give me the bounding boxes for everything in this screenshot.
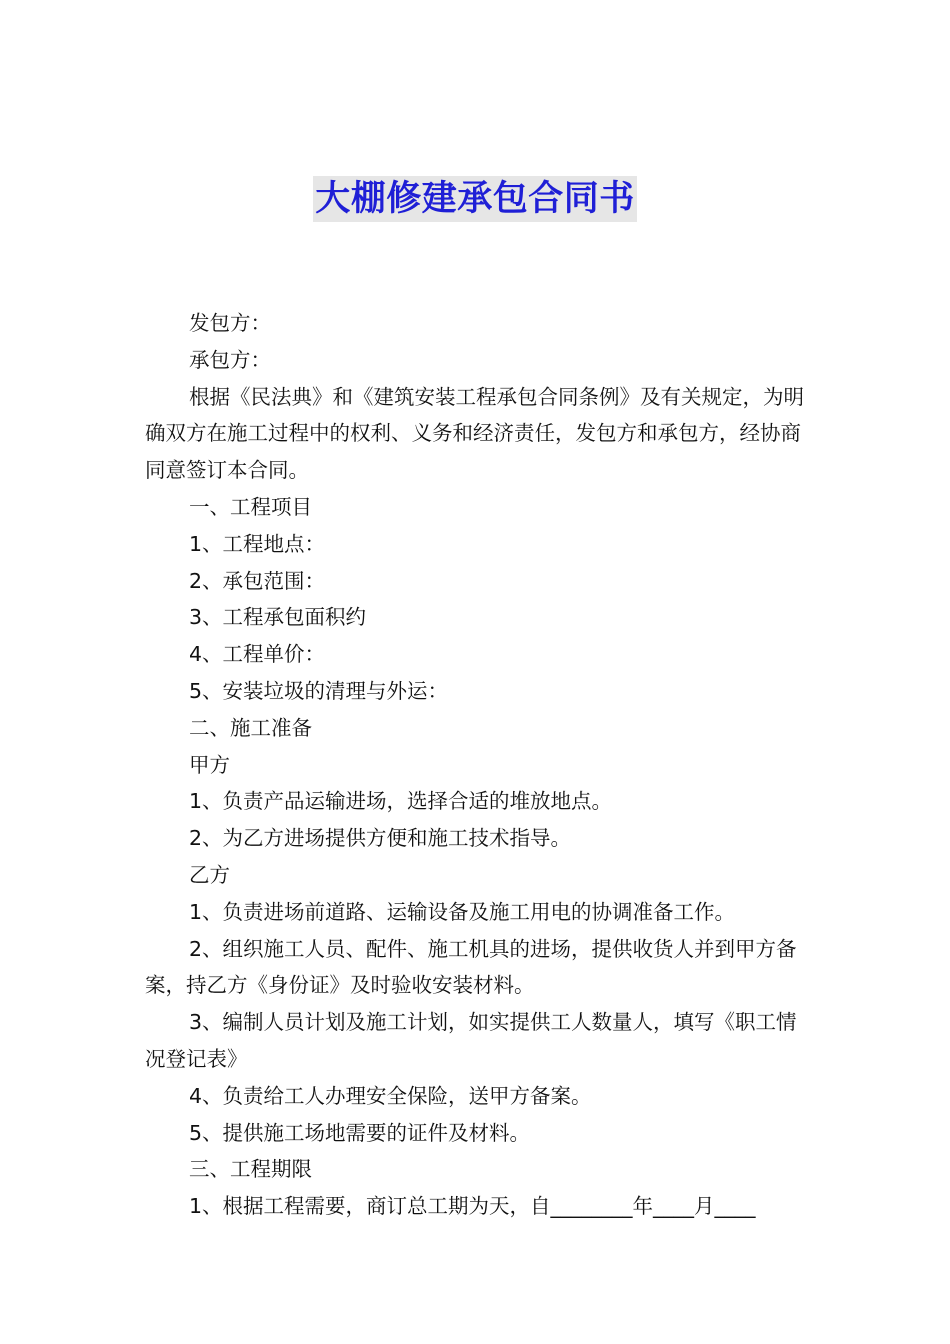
paragraph: 4、负责给工人办理安全保险，送甲方备案。 bbox=[189, 1083, 592, 1108]
paragraph: 三、工程期限 bbox=[189, 1157, 312, 1182]
paragraph: 5、提供施工场地需要的证件及材料。 bbox=[189, 1120, 531, 1145]
paragraph: 2、组织施工人员、配件、施工机具的进场，提供收货人并到甲方备案，持乙方《身份证》及时验收安装材料。 bbox=[145, 936, 797, 998]
paragraph: 发包方： bbox=[189, 311, 271, 335]
paragraph: 4、工程单价： bbox=[189, 642, 326, 667]
title-container bbox=[0, 176, 950, 222]
document-title: 大棚修建承包合同书 bbox=[313, 176, 637, 222]
paragraph: 二、施工准备 bbox=[189, 715, 312, 740]
paragraph: 承包方： bbox=[189, 347, 271, 372]
paragraph: 1、工程地点： bbox=[189, 531, 326, 556]
contract-body bbox=[145, 305, 810, 1225]
paragraph: 甲方 bbox=[189, 752, 230, 777]
paragraph: 1、负责进场前道路、运输设备及施工用电的协调准备工作。 bbox=[189, 899, 736, 924]
paragraph: 1、负责产品运输进场，选择合适的堆放地点。 bbox=[189, 789, 613, 814]
paragraph: 乙方 bbox=[189, 862, 230, 887]
paragraph: 一、工程项目 bbox=[189, 494, 312, 519]
paragraph: 2、承包范围： bbox=[189, 568, 326, 593]
paragraph: 1、根据工程需要，商订总工期为天，自________年____月____ bbox=[189, 1194, 756, 1219]
paragraph: 根据《民法典》和《建筑安装工程承包合同条例》及有关规定，为明确双方在施工过程中的权利、义务和经济责任，发包方和承包方，经协商同意签订本合同。 bbox=[145, 384, 804, 483]
paragraph: 5、安装垃圾的清理与外运： bbox=[189, 678, 449, 703]
paragraph: 2、为乙方进场提供方便和施工技术指导。 bbox=[189, 826, 572, 851]
paragraph: 3、编制人员计划及施工计划，如实提供工人数量人，填写《职工情况登记表》 bbox=[145, 1010, 797, 1071]
paragraph: 3、工程承包面积约 bbox=[189, 605, 367, 630]
